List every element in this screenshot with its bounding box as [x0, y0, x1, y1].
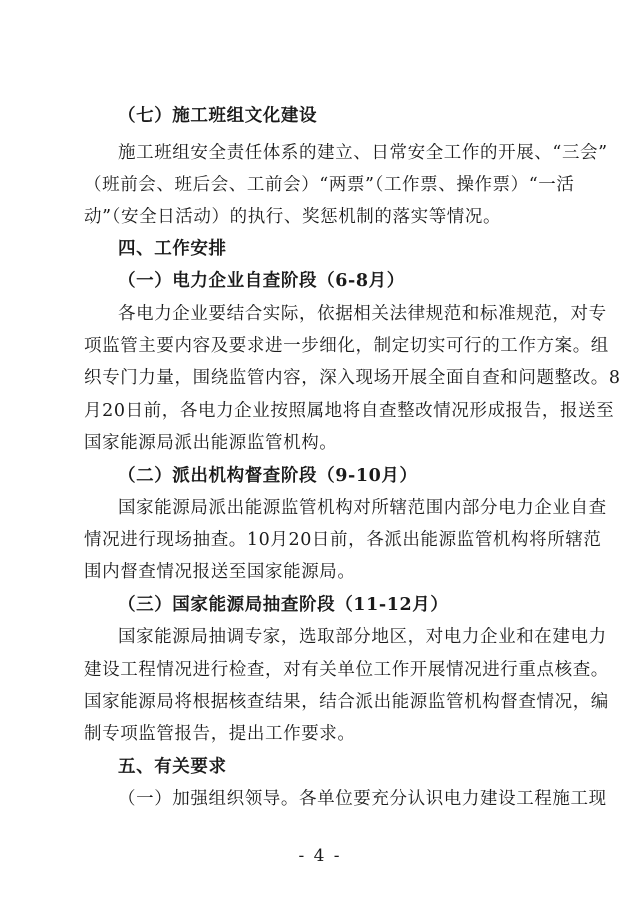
paragraph-line: 建设工程情况进行检查，对有关单位工作开展情况进行重点核查。	[84, 660, 609, 680]
paragraph-line: 国家能源局抽调专家，选取部分地区，对电力企业和在建电力	[118, 627, 607, 647]
paragraph-line: （一）加强组织领导。各单位要充分认识电力建设工程施工现	[118, 789, 607, 809]
page-number: - 4 -	[298, 846, 342, 866]
paragraph-line: 动”（安全日活动）的执行、奖惩机制的落实等情况。	[84, 207, 502, 227]
paragraph-line: 国家能源局派出能源监管机构。	[84, 433, 338, 453]
paragraph-line: 情况进行现场抽查。10月20日前，各派出能源监管机构将所辖范	[84, 530, 602, 550]
section-heading-4: 四、工作安排	[118, 239, 227, 259]
paragraph-line: 围内督查情况报送至国家能源局。	[84, 562, 356, 582]
paragraph-line: 国家能源局将根据核查结果，结合派出能源监管机构督查情况，编	[84, 692, 609, 712]
paragraph-line: （班前会、班后会、工前会）“两票”（工作票、操作票）“一活	[84, 175, 575, 195]
paragraph-line: 织专门力量，围绕监管内容，深入现场开展全面自查和问题整改。8	[84, 368, 621, 388]
section-heading-7: （七）施工班组文化建设	[118, 106, 318, 126]
section-heading-5: 五、有关要求	[118, 757, 227, 777]
paragraph-line: 制专项监管报告，提出工作要求。	[84, 724, 356, 744]
paragraph-line: 各电力企业要结合实际，依据相关法律规范和标准规范，对专	[118, 304, 607, 324]
subsection-heading-3: （三）国家能源局抽查阶段（11-12月）	[118, 595, 449, 615]
paragraph-line: 国家能源局派出能源监管机构对所辖范围内部分电力企业自查	[118, 498, 607, 518]
paragraph-line: 项监管主要内容及要求进一步细化，制定切实可行的工作方案。组	[84, 336, 609, 356]
subsection-heading-1: （一）电力企业自查阶段（6-8月）	[118, 271, 405, 291]
paragraph-line: 施工班组安全责任体系的建立、日常安全工作的开展、“三会”	[118, 143, 608, 163]
subsection-heading-2: （二）派出机构督查阶段（9-10月）	[118, 466, 418, 486]
paragraph-line: 月20日前，各电力企业按照属地将自查整改情况形成报告，报送至	[84, 401, 615, 421]
